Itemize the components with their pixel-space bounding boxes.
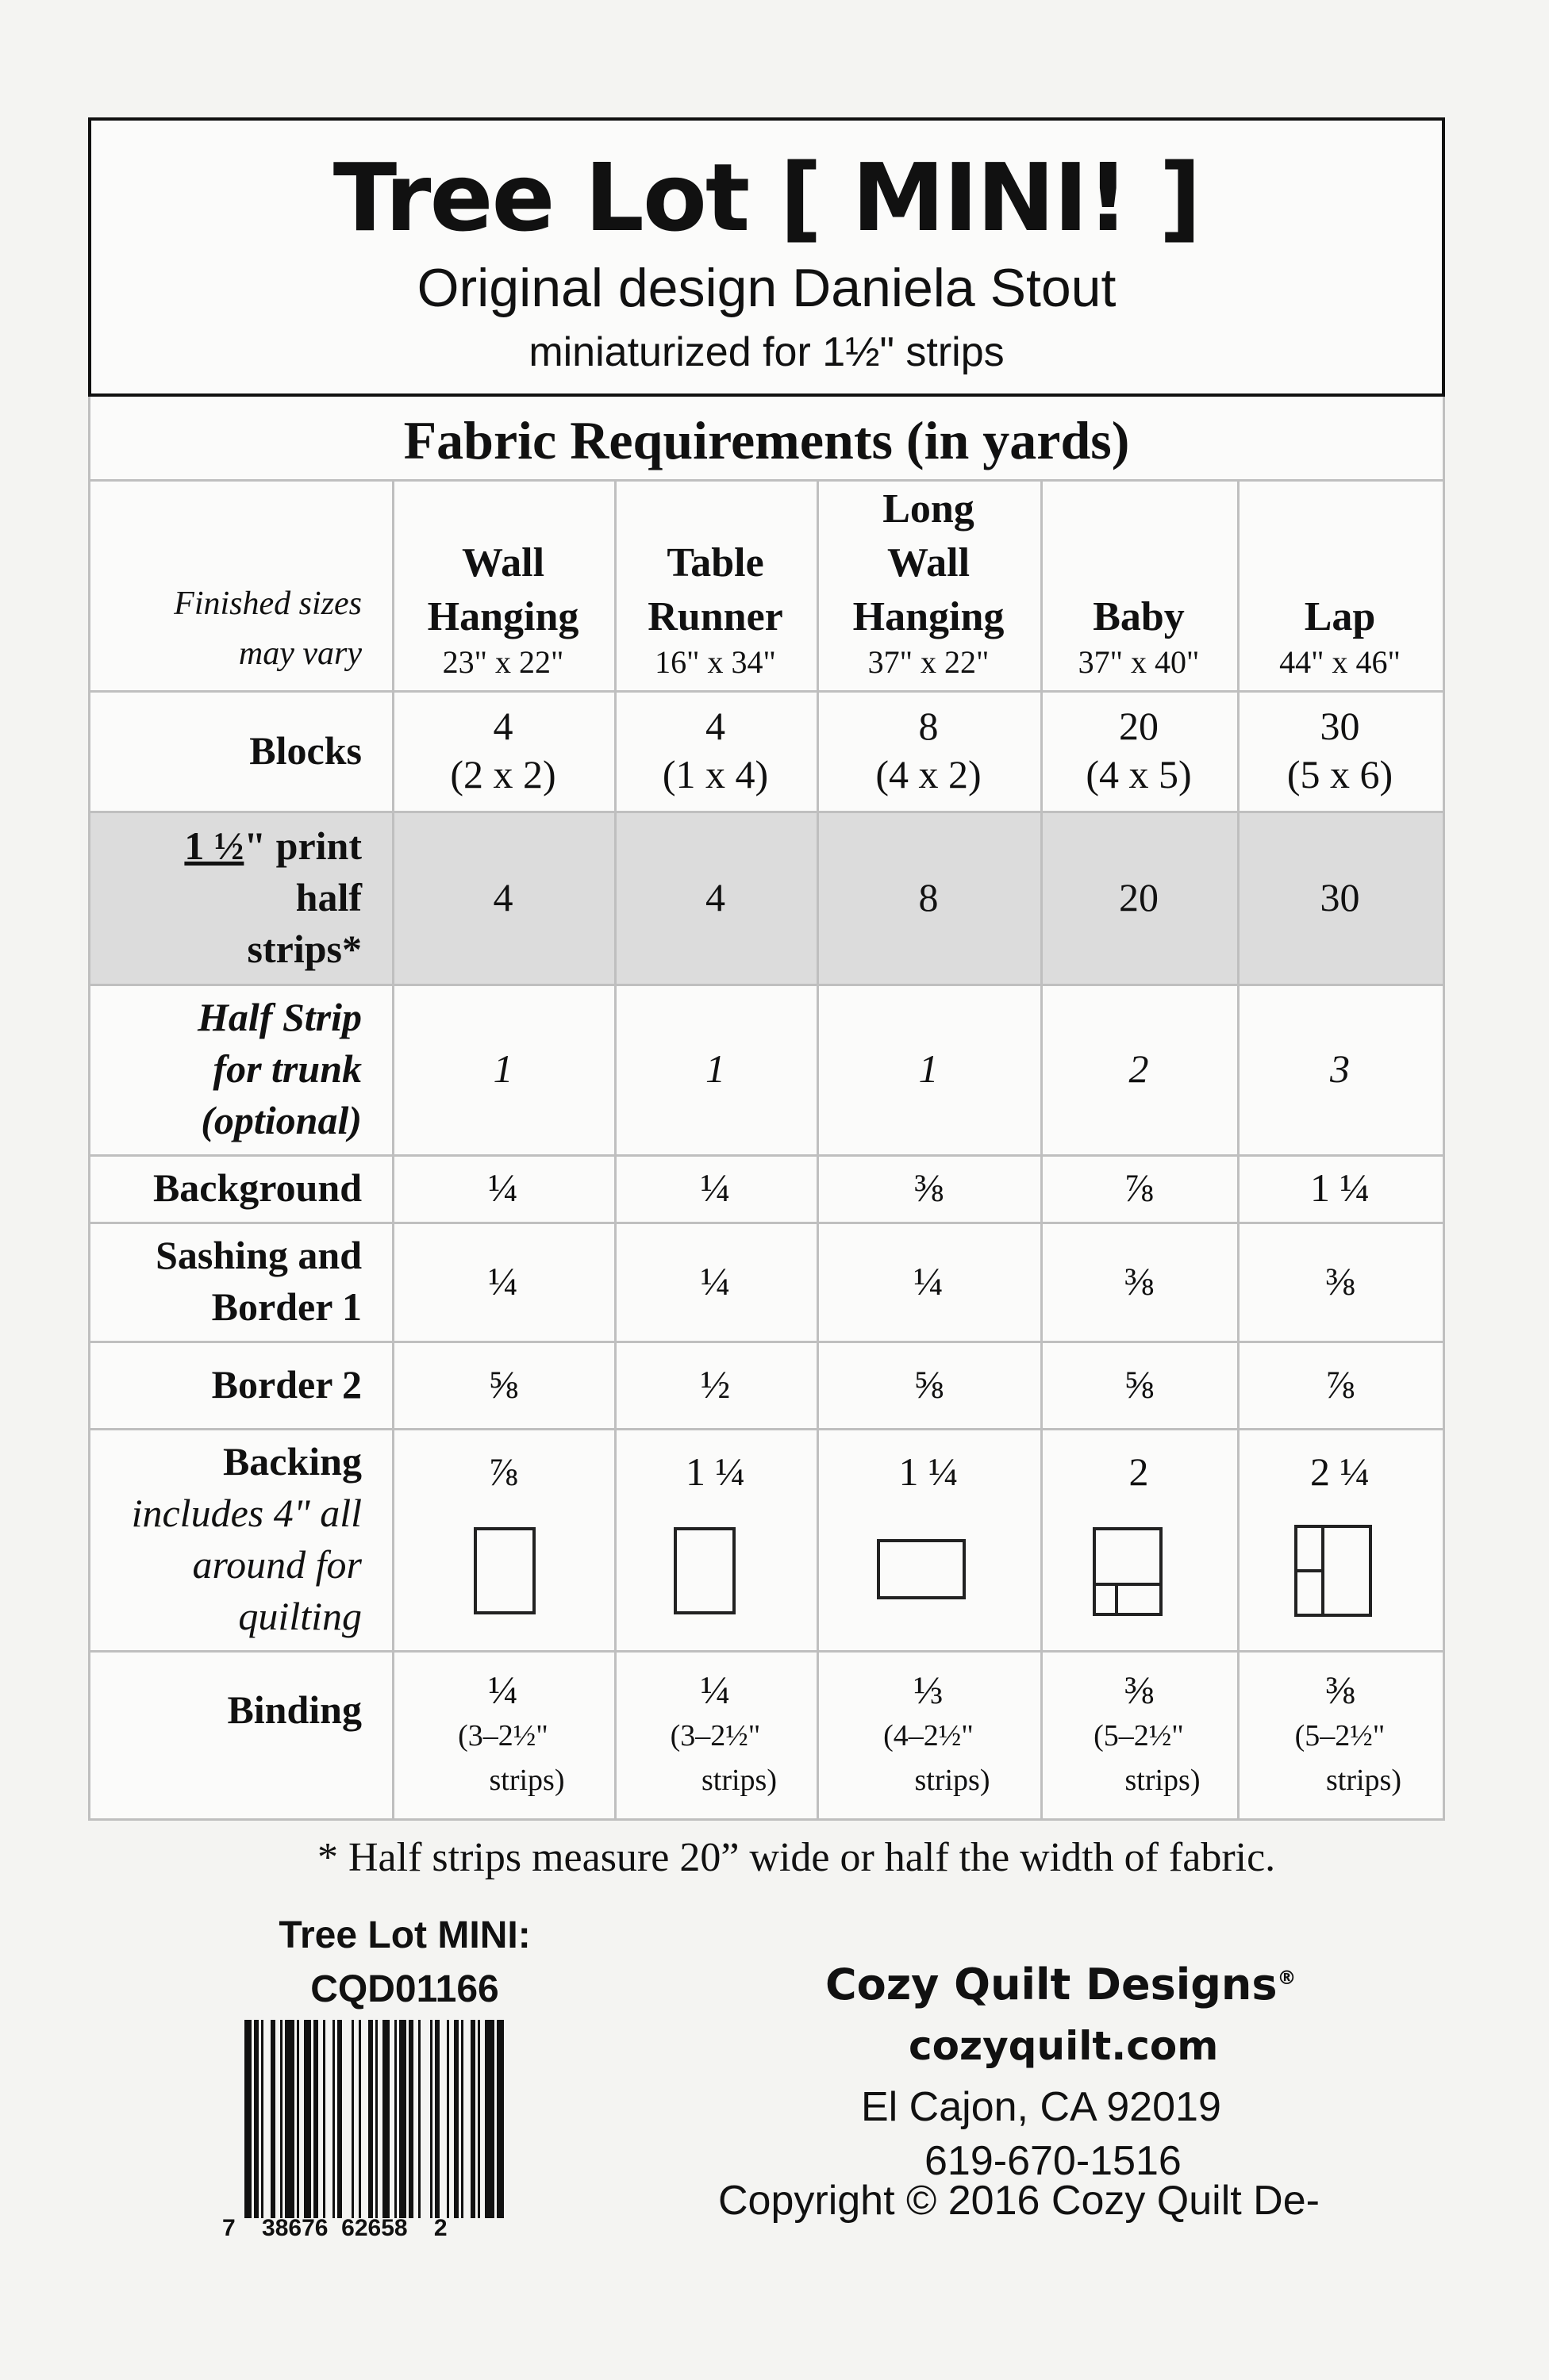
row-label-sashing-border1: Sashing and Border 1 xyxy=(156,1233,362,1329)
title-box xyxy=(88,117,1445,397)
backing-diagram-landscape-panel-icon xyxy=(877,1539,966,1599)
backing-diagram-one-panel-icon xyxy=(674,1527,736,1614)
footnote: * Half strips measure 20” wide or half the width of fabric. xyxy=(317,1835,1276,1880)
row-label-background: Background xyxy=(152,1165,362,1210)
barcode-number: 7 38676 62658 2 xyxy=(222,2215,448,2241)
row-label-border2: Border 2 xyxy=(211,1361,362,1407)
table-cell: 1 xyxy=(918,1046,939,1091)
table-cell: ¼ xyxy=(700,1165,731,1210)
row-label-half-strip-trunk: Half Strip for trunk (optional) xyxy=(198,995,362,1142)
table-cell: 4 xyxy=(705,874,725,919)
table-cell: 1 ¼ xyxy=(898,1449,959,1494)
table-cell: ⅜ xyxy=(1324,1258,1355,1303)
designer-credit: Original design Daniela Stout xyxy=(417,258,1117,318)
column-header-wall-hanging: Wall Hanging 23" x 22" xyxy=(427,540,579,681)
column-header-long-wall-hanging: Long Wall Hanging 37" x 22" xyxy=(852,486,1005,681)
table-cell: 2 ¼ xyxy=(1310,1449,1370,1494)
table-cell: ½ xyxy=(700,1361,731,1407)
table-cell: ⅜ (5–2½" strips) xyxy=(1294,1668,1401,1797)
table-cell: ⅞ xyxy=(488,1449,518,1494)
website-link[interactable]: cozyquilt.com xyxy=(909,2023,1219,2069)
table-cell: ¼ xyxy=(488,1258,518,1303)
table-rule xyxy=(88,1818,1445,1821)
table-cell: ⅝ xyxy=(488,1361,518,1407)
table-cell: 4 (2 x 2) xyxy=(450,704,556,797)
table-cell: ¼ xyxy=(700,1258,731,1303)
strip-size-note: miniaturized for 1½" strips xyxy=(529,329,1005,375)
table-cell: 1 xyxy=(493,1046,513,1091)
fabric-requirements-table xyxy=(88,397,1445,1821)
table-cell: 1 ¼ xyxy=(686,1449,745,1494)
finished-sizes-note: Finished sizes may vary xyxy=(174,585,362,672)
table-cell: 30 xyxy=(1320,874,1360,919)
backing-diagram-one-panel-icon xyxy=(474,1527,536,1614)
table-cell: 2 xyxy=(1128,1046,1149,1091)
table-cell: 4 (1 x 4) xyxy=(662,704,769,797)
row-label-binding: Binding xyxy=(227,1687,362,1732)
table-cell: ⅞ xyxy=(1124,1165,1154,1210)
copyright: Copyright © 2016 Cozy Quilt De- xyxy=(718,2178,1320,2224)
backing-diagram-pieced-icon xyxy=(1093,1527,1163,1616)
table-cell: ¼ xyxy=(488,1165,518,1210)
barcode-label: Tree Lot MINI: CQD01166 xyxy=(279,1914,531,2011)
column-header-table-runner: Table Runner 16" x 34" xyxy=(648,540,783,681)
table-cell: ⅜ (5–2½" strips) xyxy=(1094,1668,1201,1797)
table-cell: ⅝ xyxy=(913,1361,944,1407)
table-cell: ⅜ xyxy=(1124,1258,1154,1303)
table-cell: ⅞ xyxy=(1324,1361,1355,1407)
table-cell: 30 (5 x 6) xyxy=(1286,704,1393,797)
table-cell: 8 (4 x 2) xyxy=(875,704,982,797)
pattern-title: Tree Lot [ MINI! ] xyxy=(332,143,1201,252)
table-cell: ⅝ xyxy=(1124,1361,1154,1407)
barcode-image xyxy=(244,2020,562,2226)
table-cell: 2 xyxy=(1128,1449,1149,1494)
backing-diagram-pieced-icon xyxy=(1294,1525,1372,1617)
table-heading: Fabric Requirements (in yards) xyxy=(403,410,1130,470)
table-cell: 1 ¼ xyxy=(1310,1165,1370,1210)
table-rule xyxy=(1443,397,1445,1821)
table-cell: 20 xyxy=(1119,874,1159,919)
row-label-print-half-strips: 1 ½" print half strips* xyxy=(184,823,362,971)
phone-number: 619-670-1516 xyxy=(924,2138,1182,2184)
row-label-blocks: Blocks xyxy=(249,727,362,773)
table-cell: 20 (4 x 5) xyxy=(1086,704,1192,797)
table-cell: ¼ (3–2½" strips) xyxy=(670,1668,777,1797)
table-cell: ⅜ xyxy=(913,1165,944,1210)
row-label-backing: Backing includes 4" all around for quilting xyxy=(131,1439,362,1638)
table-cell: ¼ xyxy=(913,1258,944,1303)
table-cell: 1 xyxy=(705,1046,725,1091)
table-cell: 8 xyxy=(918,874,939,919)
address: El Cajon, CA 92019 xyxy=(861,2084,1221,2130)
table-cell: 3 xyxy=(1330,1046,1350,1091)
column-header-lap: Lap 44" x 46" xyxy=(1279,593,1401,681)
column-header-baby: Baby 37" x 40" xyxy=(1078,593,1200,681)
brand-name: Cozy Quilt Designs® xyxy=(825,1960,1297,2010)
table-cell: ¼ (3–2½" strips) xyxy=(458,1668,565,1797)
table-cell: 4 xyxy=(493,874,513,919)
table-cell: ⅓ (4–2½" strips) xyxy=(883,1668,990,1797)
